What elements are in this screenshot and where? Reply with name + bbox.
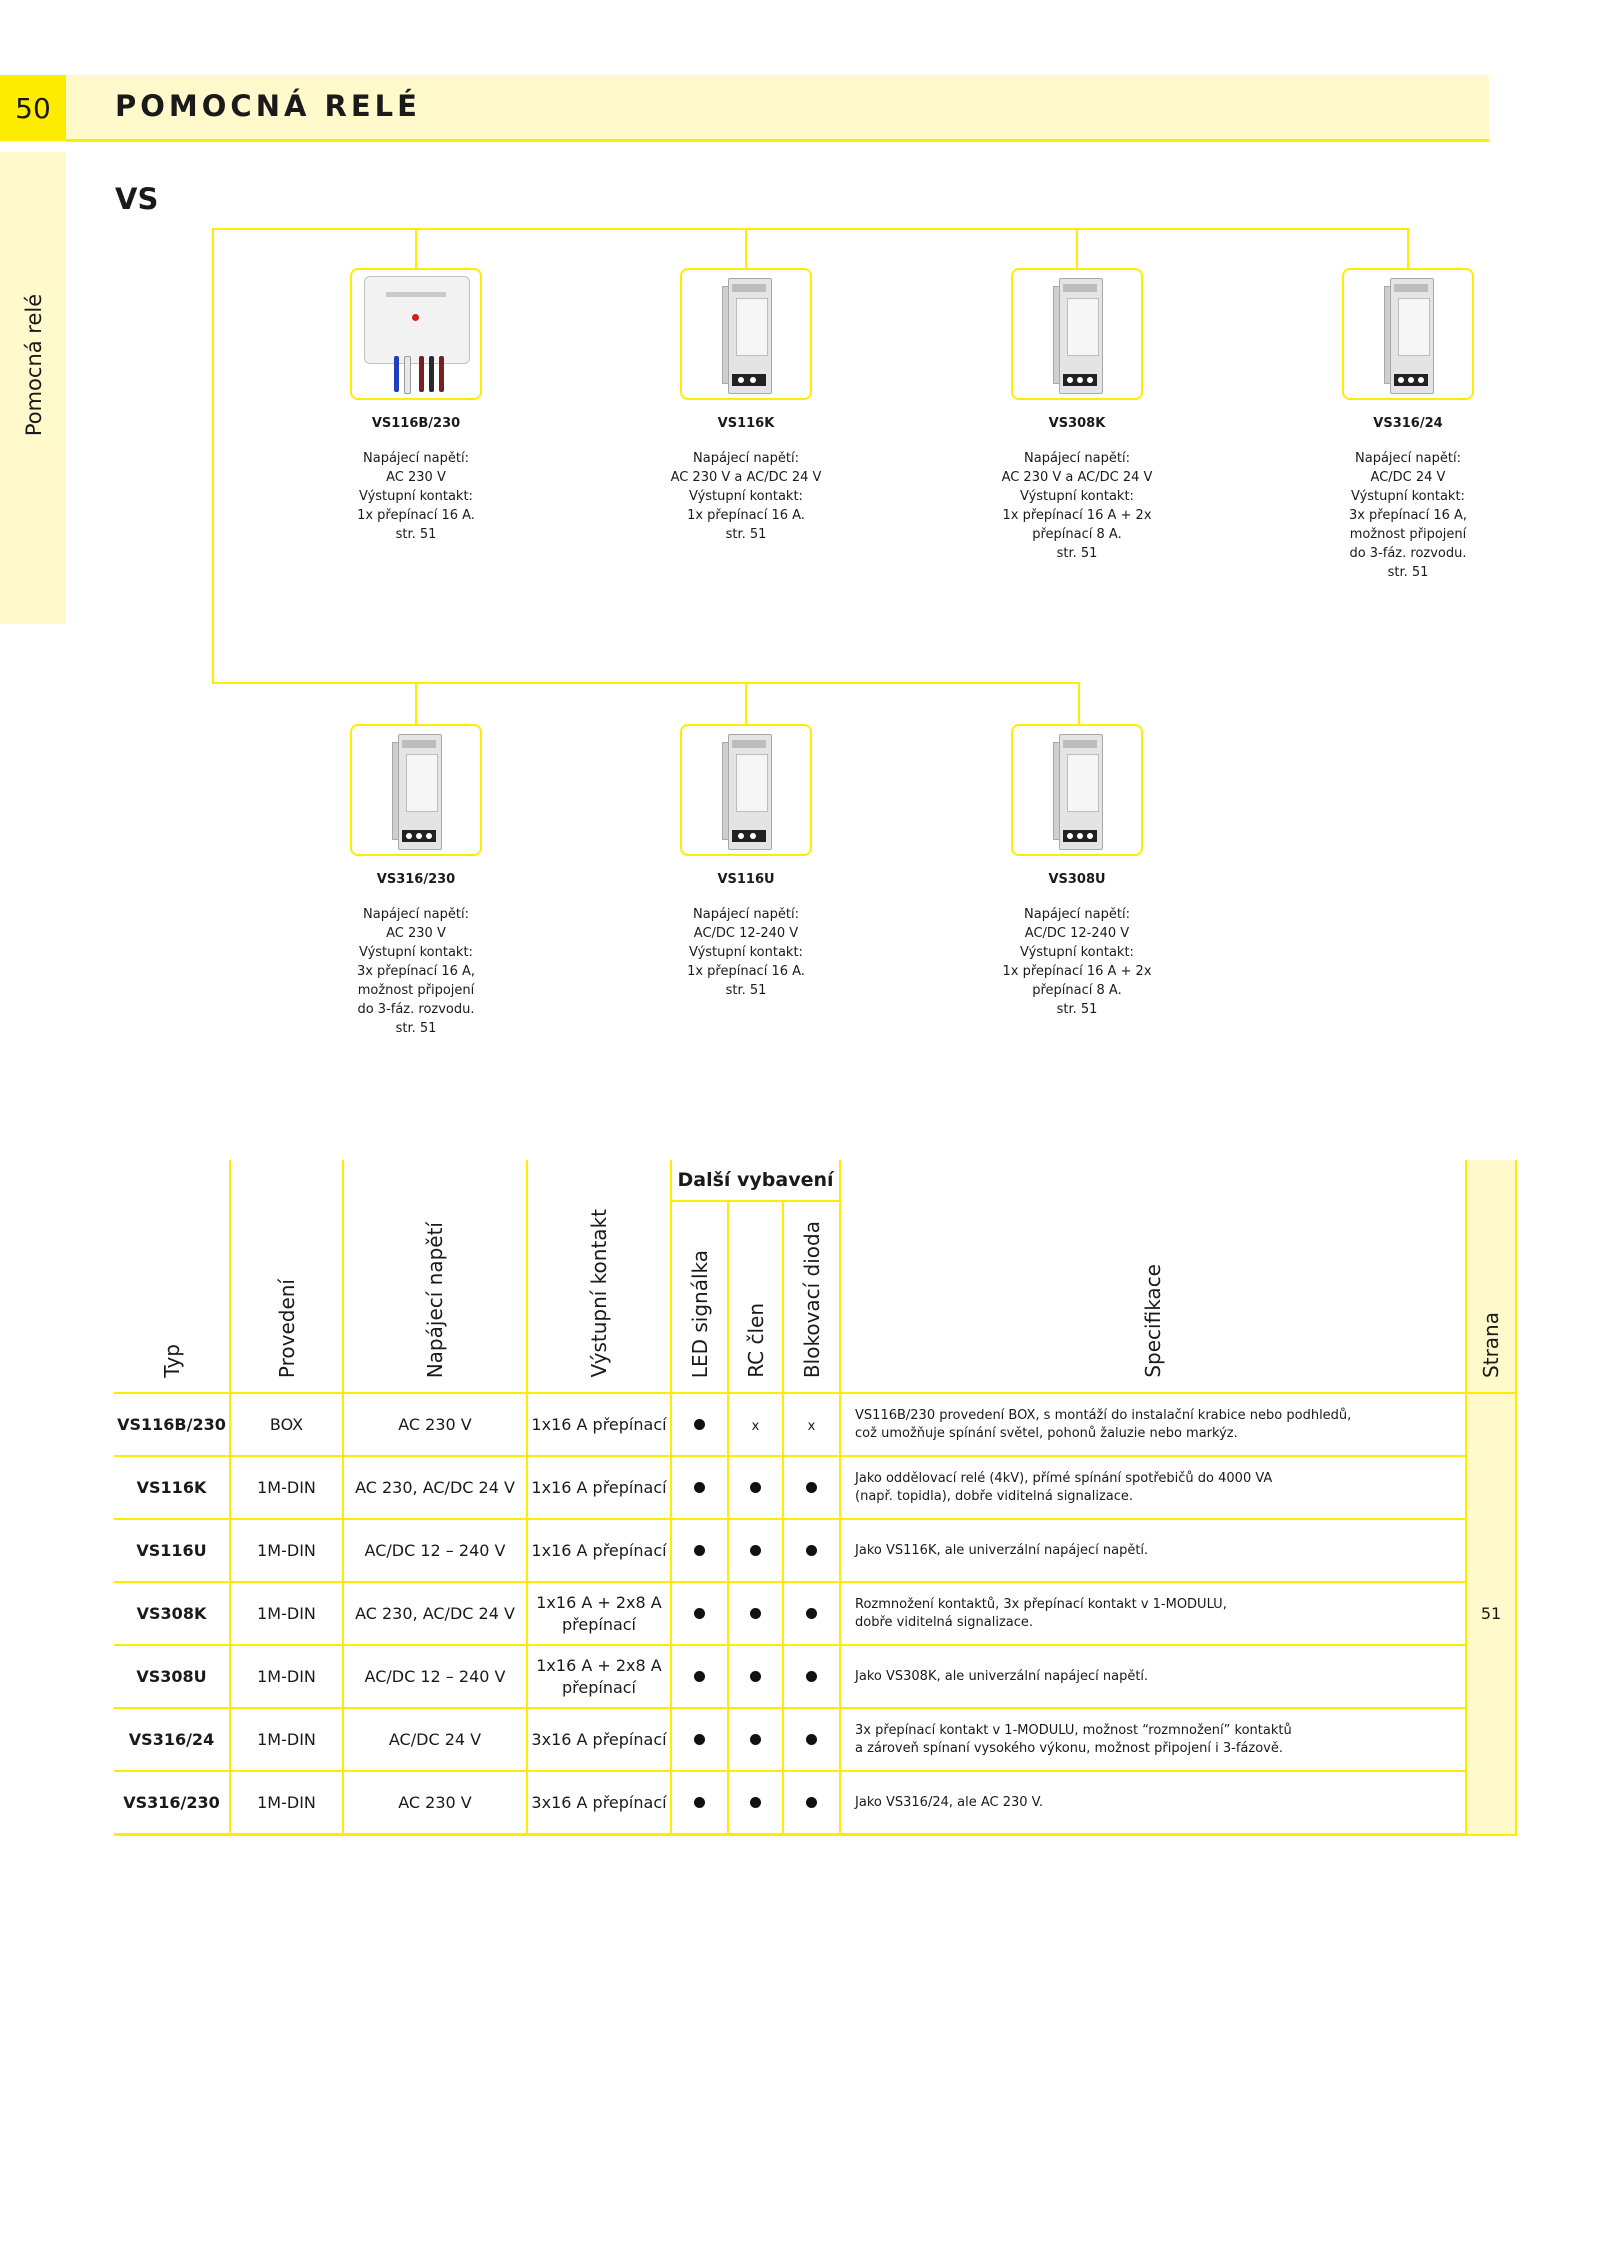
bullet-icon	[750, 1545, 761, 1556]
cell-led	[671, 1456, 728, 1519]
cell-provedeni: 1M-DIN	[230, 1771, 343, 1835]
product-card-vs116k[interactable]	[680, 268, 812, 400]
tree-bottom-line	[212, 682, 1080, 684]
din-relay-image	[1053, 732, 1105, 850]
bullet-icon	[806, 1734, 817, 1745]
table-row	[114, 1645, 1516, 1708]
cell-blok: x	[783, 1393, 840, 1456]
cell-rc	[728, 1519, 783, 1582]
page-number: 50	[0, 75, 66, 141]
cell-napajeci: AC/DC 24 V	[343, 1708, 527, 1771]
spec-table	[114, 1160, 1517, 1836]
product-description: Napájecí napětí: AC 230 V a AC/DC 24 V Výstupní kontakt: 1x přepínací 16 A + 2x přepínací 8 A. str. 51	[1001, 451, 1153, 561]
header-led: LED signálka	[671, 1201, 728, 1393]
cell-led	[671, 1519, 728, 1582]
bullet-icon	[750, 1797, 761, 1808]
cell-provedeni: 1M-DIN	[230, 1645, 343, 1708]
side-tab-label: Pomocná relé	[22, 293, 46, 437]
table-row	[114, 1456, 1516, 1519]
cell-typ: VS116U	[114, 1519, 230, 1582]
cell-led	[671, 1645, 728, 1708]
header-group-dalsi: Další vybavení	[671, 1160, 840, 1201]
product-name: VS316/230	[376, 872, 456, 887]
bullet-icon	[750, 1608, 761, 1619]
cell-vystupni: 1x16 A + 2x8 A přepínací	[527, 1645, 671, 1708]
cell-blok	[783, 1771, 840, 1835]
cell-typ: VS316/24	[114, 1708, 230, 1771]
cell-specifikace: 3x přepínací kontakt v 1-MODULU, možnost “rozmnožení” kontaktů a zároveň spínaní vysokého výkonu, možnost připojení i 3-fázově.	[840, 1708, 1466, 1771]
bullet-icon	[694, 1608, 705, 1619]
cell-napajeci: AC/DC 12 – 240 V	[343, 1645, 527, 1708]
table-row	[114, 1708, 1516, 1771]
bullet-icon	[806, 1608, 817, 1619]
product-description: Napájecí napětí: AC 230 V Výstupní kontakt: 1x přepínací 16 A. str. 51	[357, 451, 475, 542]
cell-vystupni: 1x16 A přepínací	[527, 1519, 671, 1582]
product-name: VS116U	[717, 872, 775, 887]
cell-provedeni: BOX	[230, 1393, 343, 1456]
din-relay-image	[722, 276, 774, 394]
cell-blok	[783, 1456, 840, 1519]
cell-blok	[783, 1582, 840, 1645]
cell-provedeni: 1M-DIN	[230, 1519, 343, 1582]
cell-vystupni: 3x16 A přepínací	[527, 1708, 671, 1771]
bullet-icon	[806, 1671, 817, 1682]
din-relay-image	[722, 732, 774, 850]
din-relay-image	[1384, 276, 1436, 394]
cell-napajeci: AC 230, AC/DC 24 V	[343, 1582, 527, 1645]
cell-napajeci: AC 230, AC/DC 24 V	[343, 1456, 527, 1519]
tree-drop-line	[1407, 228, 1409, 268]
cell-led	[671, 1582, 728, 1645]
cell-strana: 51	[1466, 1393, 1516, 1835]
product-card-vs116u[interactable]	[680, 724, 812, 856]
cell-rc	[728, 1582, 783, 1645]
cell-napajeci: AC/DC 12 – 240 V	[343, 1519, 527, 1582]
table-row	[114, 1519, 1516, 1582]
cell-provedeni: 1M-DIN	[230, 1708, 343, 1771]
product-card-vs316-230[interactable]	[350, 724, 482, 856]
product-card-vs116b[interactable]	[350, 268, 482, 400]
header-napajeci: Napájecí napětí	[343, 1160, 527, 1393]
product-name: VS116K	[717, 416, 775, 431]
page-title: POMOCNÁ RELÉ	[115, 89, 421, 123]
bullet-icon	[750, 1734, 761, 1745]
cell-rc	[728, 1645, 783, 1708]
bullet-icon	[694, 1482, 705, 1493]
bullet-icon	[694, 1545, 705, 1556]
cell-vystupni: 3x16 A přepínací	[527, 1771, 671, 1835]
cell-led	[671, 1393, 728, 1456]
cell-typ: VS316/230	[114, 1771, 230, 1835]
bullet-icon	[694, 1419, 705, 1430]
cell-vystupni: 1x16 A přepínací	[527, 1456, 671, 1519]
cell-napajeci: AC 230 V	[343, 1771, 527, 1835]
tree-drop-line	[1078, 682, 1080, 724]
section-title: VS	[115, 182, 159, 216]
header-strana: Strana	[1466, 1160, 1516, 1393]
cell-led	[671, 1708, 728, 1771]
cell-typ: VS116K	[114, 1456, 230, 1519]
tree-drop-line	[1076, 228, 1078, 268]
product-card-vs308k[interactable]	[1011, 268, 1143, 400]
product-description: Napájecí napětí: AC/DC 24 V Výstupní kontakt: 3x přepínací 16 A, možnost připojení do 3-fáz. rozvodu. str. 51	[1348, 451, 1468, 580]
cell-specifikace: Rozmnožení kontaktů, 3x přepínací kontakt v 1-MODULU, dobře viditelná signalizace.	[840, 1582, 1466, 1645]
cell-blok	[783, 1708, 840, 1771]
table-row	[114, 1582, 1516, 1645]
product-card-vs316-24[interactable]	[1342, 268, 1474, 400]
bullet-icon	[694, 1734, 705, 1745]
din-relay-image	[1053, 276, 1105, 394]
cell-rc	[728, 1771, 783, 1835]
cell-vystupni: 1x16 A přepínací	[527, 1393, 671, 1456]
header-rc: RC člen	[728, 1201, 783, 1393]
cell-typ: VS116B/230	[114, 1393, 230, 1456]
bullet-icon	[694, 1797, 705, 1808]
cell-specifikace: Jako VS316/24, ale AC 230 V.	[840, 1771, 1466, 1835]
cell-rc: x	[728, 1393, 783, 1456]
product-name: VS316/24	[1373, 416, 1443, 431]
table-row	[114, 1393, 1516, 1456]
header-typ: Typ	[114, 1160, 230, 1393]
header-provedeni: Provedení	[230, 1160, 343, 1393]
bullet-icon	[806, 1797, 817, 1808]
cell-blok	[783, 1519, 840, 1582]
product-name: VS308U	[1048, 872, 1106, 887]
cell-specifikace: VS116B/230 provedení BOX, s montáží do instalační krabice nebo podhledů, což umožňuje spínání světel, pohonů žaluzie nebo markýz.	[840, 1393, 1466, 1456]
header-blok: Blokovací dioda	[783, 1201, 840, 1393]
tree-top-line	[212, 228, 1409, 230]
cell-led	[671, 1771, 728, 1835]
tree-drop-line	[415, 228, 417, 268]
product-card-vs308u[interactable]	[1011, 724, 1143, 856]
cell-vystupni: 1x16 A + 2x8 A přepínací	[527, 1582, 671, 1645]
tree-drop-line	[745, 682, 747, 724]
product-description: Napájecí napětí: AC 230 V a AC/DC 24 V Výstupní kontakt: 1x přepínací 16 A. str. 51	[670, 451, 822, 542]
cell-rc	[728, 1708, 783, 1771]
bullet-icon	[750, 1671, 761, 1682]
tree-drop-line	[745, 228, 747, 268]
product-description: Napájecí napětí: AC/DC 12-240 V Výstupní kontakt: 1x přepínací 16 A. str. 51	[687, 907, 805, 998]
cell-typ: VS308U	[114, 1645, 230, 1708]
product-name: VS308K	[1048, 416, 1106, 431]
cell-napajeci: AC 230 V	[343, 1393, 527, 1456]
cell-specifikace: Jako VS308K, ale univerzální napájecí napětí.	[840, 1645, 1466, 1708]
header-vystupni: Výstupní kontakt	[527, 1160, 671, 1393]
bullet-icon	[806, 1482, 817, 1493]
tree-drop-line	[415, 682, 417, 724]
bullet-icon	[750, 1482, 761, 1493]
cell-provedeni: 1M-DIN	[230, 1582, 343, 1645]
header-specifikace: Specifikace	[840, 1160, 1466, 1393]
table-row	[114, 1771, 1516, 1835]
cell-rc	[728, 1456, 783, 1519]
cell-provedeni: 1M-DIN	[230, 1456, 343, 1519]
cell-blok	[783, 1645, 840, 1708]
cell-specifikace: Jako oddělovací relé (4kV), přímé spínání spotřebičů do 4000 VA (např. topidla), dobře viditelná signalizace.	[840, 1456, 1466, 1519]
bullet-icon	[694, 1671, 705, 1682]
product-name: VS116B/230	[371, 416, 461, 431]
din-relay-image	[392, 732, 444, 850]
cell-specifikace: Jako VS116K, ale univerzální napájecí napětí.	[840, 1519, 1466, 1582]
product-description: Napájecí napětí: AC/DC 12-240 V Výstupní kontakt: 1x přepínací 16 A + 2x přepínací 8 A. str. 51	[1002, 907, 1152, 1017]
cell-typ: VS308K	[114, 1582, 230, 1645]
bullet-icon	[806, 1545, 817, 1556]
tree-trunk-line	[212, 228, 214, 684]
product-description: Napájecí napětí: AC 230 V Výstupní kontakt: 3x přepínací 16 A, možnost připojení do 3-fáz. rozvodu. str. 51	[356, 907, 476, 1036]
box-relay-image	[364, 276, 468, 394]
